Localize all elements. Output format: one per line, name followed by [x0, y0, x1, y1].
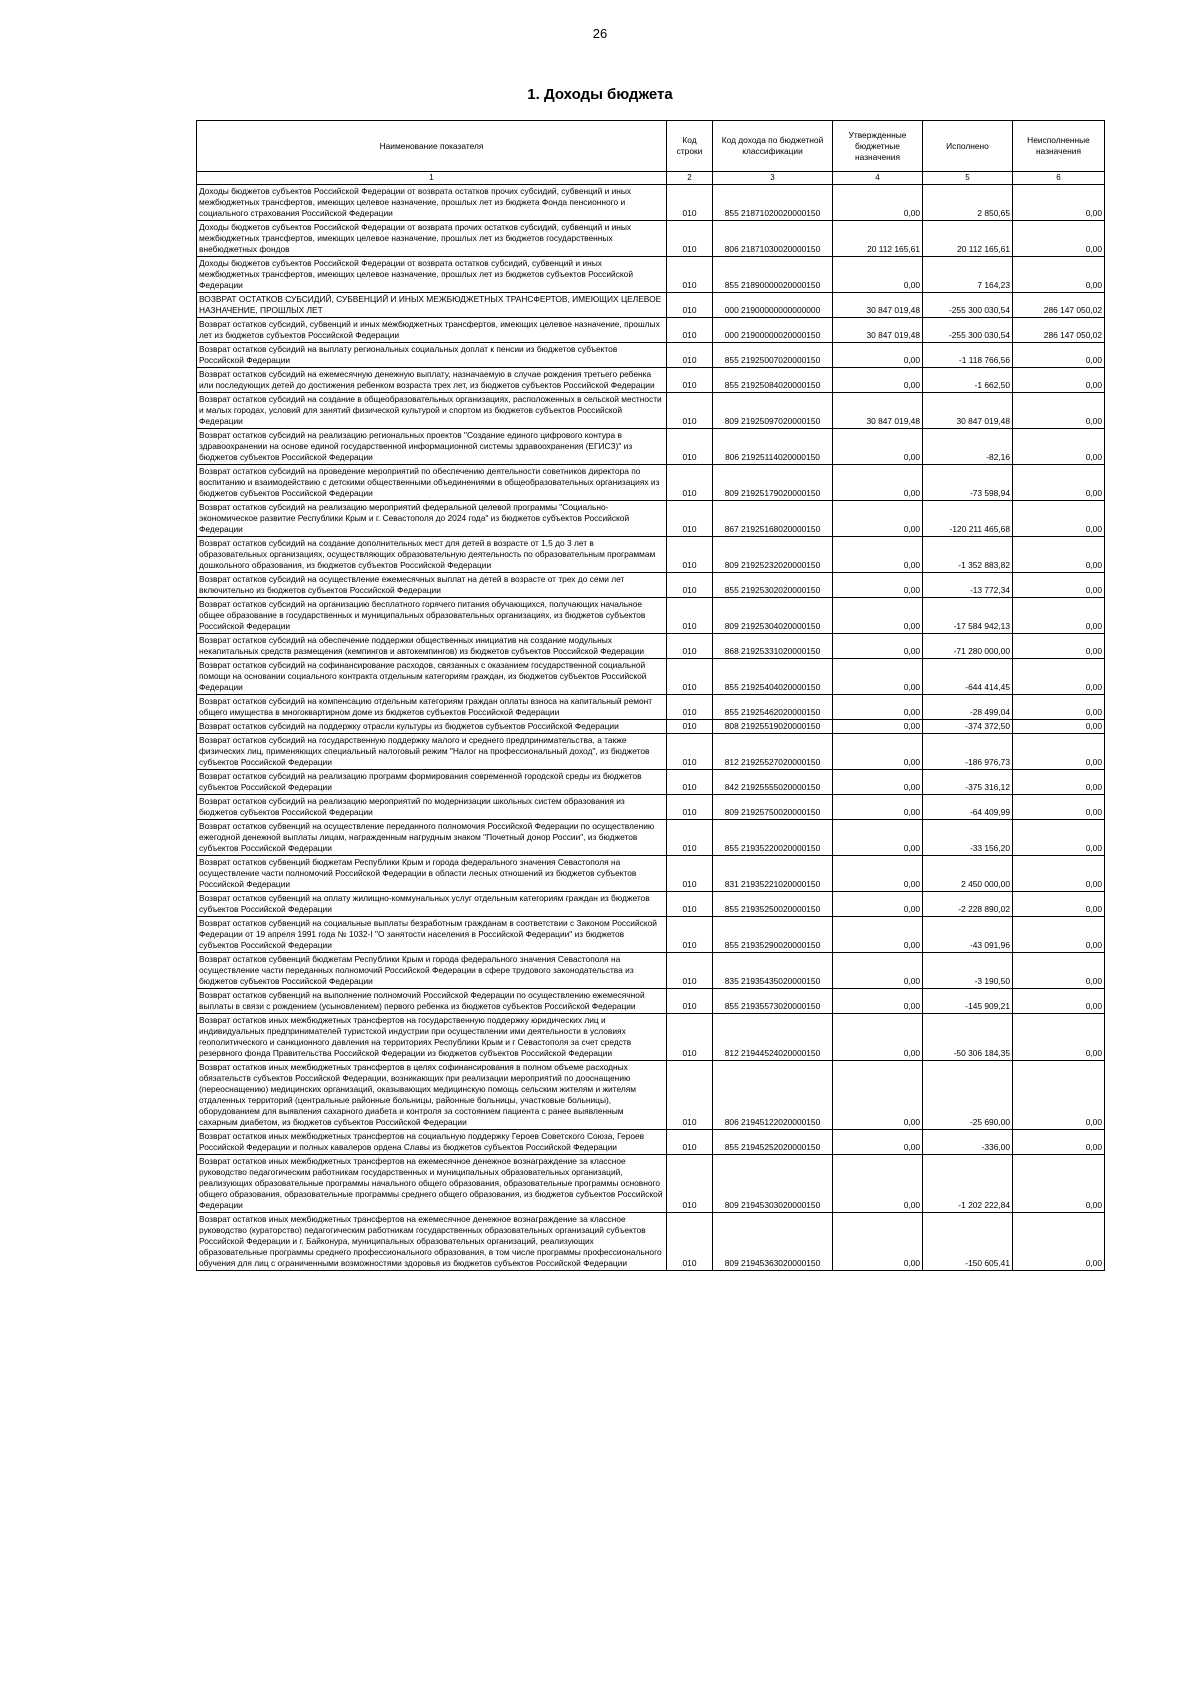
row-executed: -25 690,00 [923, 1061, 1013, 1130]
row-approved: 0,00 [833, 1155, 923, 1213]
row-approved: 0,00 [833, 1061, 923, 1130]
row-executed: -73 598,94 [923, 465, 1013, 501]
row-name: Возврат остатков субсидий на проведение мероприятий по обеспечению деятельности советников директора по воспитанию и взаимодействию с детскими общественными объединениями в общеобразовательных организациях из бюджетов субъектов Российской Федерации [197, 465, 667, 501]
table-row [197, 598, 1105, 634]
row-unexecuted: 0,00 [1013, 695, 1105, 720]
row-executed: -1 202 222,84 [923, 1155, 1013, 1213]
table-body [197, 185, 1105, 1271]
row-executed: -50 306 184,35 [923, 1014, 1013, 1061]
row-unexecuted: 0,00 [1013, 343, 1105, 368]
row-executed: -1 118 766,56 [923, 343, 1013, 368]
row-kbk: 809 21945303020000150 [713, 1155, 833, 1213]
row-kbk: 000 21900000020000150 [713, 318, 833, 343]
header-row [197, 121, 1105, 172]
row-code: 010 [667, 695, 713, 720]
row-executed: -71 280 000,00 [923, 634, 1013, 659]
table-row [197, 892, 1105, 917]
row-name: Доходы бюджетов субъектов Российской Федерации от возврата прочих остатков субсидий, субвенций и иных межбюджетных трансфертов, имеющих целевое назначение, прошлых лет из бюджетов государственных внебюджетных фондов [197, 221, 667, 257]
row-executed: -374 372,50 [923, 720, 1013, 734]
row-approved: 0,00 [833, 573, 923, 598]
row-unexecuted: 0,00 [1013, 720, 1105, 734]
row-unexecuted: 0,00 [1013, 953, 1105, 989]
row-code: 010 [667, 953, 713, 989]
row-executed: 2 450 000,00 [923, 856, 1013, 892]
row-code: 010 [667, 501, 713, 537]
row-approved: 0,00 [833, 795, 923, 820]
header-code: Код строки [667, 121, 713, 172]
row-code: 010 [667, 221, 713, 257]
row-approved: 0,00 [833, 892, 923, 917]
row-approved: 0,00 [833, 695, 923, 720]
row-kbk: 809 21925304020000150 [713, 598, 833, 634]
row-name: Возврат остатков субсидий на реализацию мероприятий федеральной целевой программы "Социально-экономическое развитие Республики Крым и г. Севастополя до 2024 года" из бюджетов субъектов Российской Федерации [197, 501, 667, 537]
row-code: 010 [667, 820, 713, 856]
row-approved: 0,00 [833, 720, 923, 734]
row-kbk: 855 21925462020000150 [713, 695, 833, 720]
row-approved: 0,00 [833, 465, 923, 501]
row-unexecuted: 0,00 [1013, 1155, 1105, 1213]
row-code: 010 [667, 318, 713, 343]
row-unexecuted: 0,00 [1013, 989, 1105, 1014]
row-name: Возврат остатков субсидий на создание дополнительных мест для детей в возрасте от 1,5 до 3 лет в образовательных организациях, осуществляющих образовательную деятельность по образовательным программам дошкольного образования, из бюджетов субъектов Российской Федерации [197, 537, 667, 573]
row-approved: 0,00 [833, 953, 923, 989]
row-executed: -33 156,20 [923, 820, 1013, 856]
row-approved: 0,00 [833, 1130, 923, 1155]
row-executed: -255 300 030,54 [923, 293, 1013, 318]
table-row [197, 734, 1105, 770]
row-name: Возврат остатков субсидий на выплату региональных социальных доплат к пенсии из бюджетов субъектов Российской Федерации [197, 343, 667, 368]
row-executed: -43 091,96 [923, 917, 1013, 953]
row-approved: 0,00 [833, 343, 923, 368]
row-approved: 20 112 165,61 [833, 221, 923, 257]
table-row [197, 770, 1105, 795]
row-executed: -150 605,41 [923, 1213, 1013, 1271]
table-row [197, 573, 1105, 598]
header-unexecuted: Неисполненные назначения [1013, 121, 1105, 172]
row-executed: -13 772,34 [923, 573, 1013, 598]
table-row [197, 1213, 1105, 1271]
row-approved: 0,00 [833, 537, 923, 573]
row-executed: 30 847 019,48 [923, 393, 1013, 429]
row-kbk: 809 21925097020000150 [713, 393, 833, 429]
row-name: Возврат остатков субсидий на государственную поддержку малого и среднего предпринимательства, а также физических лиц, применяющих специальный налоговый режим "Налог на профессиональный доход", из бюджетов субъектов Российской Федерации [197, 734, 667, 770]
row-name: Возврат остатков субвенций на социальные выплаты безработным гражданам в соответствии с Законом Российской Федерации от 19 апреля 1991 года № 1032-I "О занятости населения в Российской Федерации" из бюджетов субъектов Российской Федерации [197, 917, 667, 953]
row-unexecuted: 0,00 [1013, 393, 1105, 429]
row-code: 010 [667, 573, 713, 598]
row-executed: -82,16 [923, 429, 1013, 465]
row-code: 010 [667, 185, 713, 221]
row-kbk: 806 21871030020000150 [713, 221, 833, 257]
row-kbk: 855 21925007020000150 [713, 343, 833, 368]
table-row [197, 989, 1105, 1014]
row-name: Возврат остатков субсидий на ежемесячную денежную выплату, назначаемую в случае рождения третьего ребенка или последующих детей до достижения ребенком возраста трех лет, из бюджетов субъектов Российской Федерации [197, 368, 667, 393]
page-number: 26 [592, 26, 608, 41]
row-kbk: 831 21935221020000150 [713, 856, 833, 892]
table-row [197, 429, 1105, 465]
row-name: Возврат остатков иных межбюджетных трансфертов на ежемесячное денежное вознаграждение за классное руководство (кураторство) педагогическим работникам государственных образовательных организаций субъектов Российской Федерации и г. Байконура, муниципальных образовательных организаций, реализующих образовательные программы среднего профессионального образования, в том числе программы профессионального обучения для лиц с ограниченными возможностями здоровья из бюджетов субъектов Российской Федерации [197, 1213, 667, 1271]
row-code: 010 [667, 537, 713, 573]
row-kbk: 855 21935220020000150 [713, 820, 833, 856]
row-kbk: 812 21944524020000150 [713, 1014, 833, 1061]
row-code: 010 [667, 917, 713, 953]
row-name: Возврат остатков субвенций бюджетам Республики Крым и города федерального значения Севастополя на осуществление части полномочий Российской Федерации в области лесных отношений из бюджетов субъектов Российской Федерации [197, 856, 667, 892]
row-unexecuted: 0,00 [1013, 537, 1105, 573]
row-unexecuted: 0,00 [1013, 465, 1105, 501]
row-code: 010 [667, 429, 713, 465]
row-code: 010 [667, 1014, 713, 1061]
row-unexecuted: 0,00 [1013, 795, 1105, 820]
row-approved: 0,00 [833, 368, 923, 393]
row-kbk: 868 21925331020000150 [713, 634, 833, 659]
row-name: Доходы бюджетов субъектов Российской Федерации от возврата остатков прочих субсидий, субвенций и иных межбюджетных трансфертов, имеющих целевое назначение, прошлых лет из бюджета Фонда пенсионного и социального страхования Российской Федерации [197, 185, 667, 221]
row-unexecuted: 0,00 [1013, 368, 1105, 393]
row-unexecuted: 0,00 [1013, 1061, 1105, 1130]
row-approved: 0,00 [833, 989, 923, 1014]
row-unexecuted: 0,00 [1013, 634, 1105, 659]
row-approved: 0,00 [833, 429, 923, 465]
row-approved: 0,00 [833, 917, 923, 953]
table-row [197, 720, 1105, 734]
row-executed: -336,00 [923, 1130, 1013, 1155]
header-name: Наименование показателя [197, 121, 667, 172]
row-name: Возврат остатков субвенций на осуществление переданного полномочия Российской Федерации по осуществлению ежегодной денежной выплаты лицам, награжденным нагрудным знаком "Почетный донор России", из бюджетов субъектов Российской Федерации [197, 820, 667, 856]
row-kbk: 855 21935573020000150 [713, 989, 833, 1014]
row-unexecuted: 0,00 [1013, 573, 1105, 598]
row-executed: -120 211 465,68 [923, 501, 1013, 537]
row-code: 010 [667, 393, 713, 429]
row-kbk: 000 21900000000000000 [713, 293, 833, 318]
row-kbk: 855 21925404020000150 [713, 659, 833, 695]
row-executed: -1 352 883,82 [923, 537, 1013, 573]
row-kbk: 842 21925555020000150 [713, 770, 833, 795]
table-row [197, 695, 1105, 720]
row-name: Возврат остатков субсидий на организацию бесплатного горячего питания обучающихся, получающих начальное общее образование в государственных и муниципальных образовательных организациях, из бюджетов субъектов Российской Федерации [197, 598, 667, 634]
table-row [197, 856, 1105, 892]
row-code: 010 [667, 856, 713, 892]
row-unexecuted: 0,00 [1013, 770, 1105, 795]
row-executed: -145 909,21 [923, 989, 1013, 1014]
row-executed: -3 190,50 [923, 953, 1013, 989]
row-approved: 0,00 [833, 734, 923, 770]
row-name: Возврат остатков субвенций бюджетам Республики Крым и города федерального значения Севастополя на осуществление части переданных полномочий Российской Федерации в сфере трудового законодательства из бюджетов субъектов Российской Федерации [197, 953, 667, 989]
table-row [197, 1061, 1105, 1130]
table-row [197, 343, 1105, 368]
row-code: 010 [667, 598, 713, 634]
row-code: 010 [667, 293, 713, 318]
column-number: 2 [667, 172, 713, 185]
row-code: 010 [667, 465, 713, 501]
row-code: 010 [667, 892, 713, 917]
row-kbk: 867 21925168020000150 [713, 501, 833, 537]
row-name: Возврат остатков субвенций на выполнение полномочий Российской Федерации по осуществлению ежемесячной выплаты в связи с рождением (усыновлением) первого ребенка из бюджетов субъектов Российской Федерации [197, 989, 667, 1014]
row-approved: 30 847 019,48 [833, 393, 923, 429]
table-row [197, 293, 1105, 318]
row-kbk: 812 21925527020000150 [713, 734, 833, 770]
table-row [197, 953, 1105, 989]
row-unexecuted: 0,00 [1013, 659, 1105, 695]
row-unexecuted: 0,00 [1013, 1014, 1105, 1061]
table-row [197, 659, 1105, 695]
row-unexecuted: 0,00 [1013, 501, 1105, 537]
table-row [197, 465, 1105, 501]
row-approved: 0,00 [833, 634, 923, 659]
table-row [197, 1130, 1105, 1155]
row-code: 010 [667, 1061, 713, 1130]
row-approved: 0,00 [833, 856, 923, 892]
table-row [197, 1014, 1105, 1061]
row-unexecuted: 0,00 [1013, 856, 1105, 892]
row-approved: 0,00 [833, 1213, 923, 1271]
row-code: 010 [667, 343, 713, 368]
row-kbk: 855 21935290020000150 [713, 917, 833, 953]
row-unexecuted: 0,00 [1013, 820, 1105, 856]
row-name: Возврат остатков субсидий, субвенций и иных межбюджетных трансфертов, имеющих целевое назначение, прошлых лет из бюджетов субъектов Российской Федерации [197, 318, 667, 343]
row-executed: -28 499,04 [923, 695, 1013, 720]
row-approved: 0,00 [833, 257, 923, 293]
row-executed: -186 976,73 [923, 734, 1013, 770]
row-code: 010 [667, 1213, 713, 1271]
row-executed: -255 300 030,54 [923, 318, 1013, 343]
table-row [197, 634, 1105, 659]
row-name: Возврат остатков иных межбюджетных трансфертов на ежемесячное денежное вознаграждение за классное руководство педагогическим работникам государственных и муниципальных образовательных организаций, реализующих образовательные программы начального общего образования, образовательные программы основного общего образования, образовательные программы среднего общего образования, из бюджетов субъектов Российской Федерации [197, 1155, 667, 1213]
row-approved: 0,00 [833, 185, 923, 221]
row-name: Возврат остатков субсидий на осуществление ежемесячных выплат на детей в возрасте от трех до семи лет включительно из бюджетов субъектов Российской Федерации [197, 573, 667, 598]
row-unexecuted: 0,00 [1013, 892, 1105, 917]
row-kbk: 806 21925114020000150 [713, 429, 833, 465]
row-unexecuted: 0,00 [1013, 257, 1105, 293]
row-name: Возврат остатков субсидий на создание в общеобразовательных организациях, расположенных в сельской местности и малых городах, условий для занятий физической культурой и спортом из бюджетов субъектов Российской Федерации [197, 393, 667, 429]
row-kbk: 806 21945122020000150 [713, 1061, 833, 1130]
row-executed: 7 164,23 [923, 257, 1013, 293]
table-row [197, 257, 1105, 293]
column-number: 1 [197, 172, 667, 185]
row-approved: 30 847 019,48 [833, 318, 923, 343]
header-executed: Исполнено [923, 121, 1013, 172]
table-row [197, 393, 1105, 429]
row-executed: -64 409,99 [923, 795, 1013, 820]
row-kbk: 855 21925084020000150 [713, 368, 833, 393]
row-name: Доходы бюджетов субъектов Российской Федерации от возврата остатков субсидий, субвенций и иных межбюджетных трансфертов, имеющих целевое назначение, прошлых лет из бюджетов субъектов Российской Федерации [197, 257, 667, 293]
row-name: Возврат остатков субвенций на оплату жилищно-коммунальных услуг отдельным категориям граждан из бюджетов субъектов Российской Федерации [197, 892, 667, 917]
row-code: 010 [667, 659, 713, 695]
row-unexecuted: 0,00 [1013, 598, 1105, 634]
row-executed: -1 662,50 [923, 368, 1013, 393]
column-number: 4 [833, 172, 923, 185]
row-kbk: 809 21925232020000150 [713, 537, 833, 573]
row-executed: -375 316,12 [923, 770, 1013, 795]
row-code: 010 [667, 734, 713, 770]
row-name: Возврат остатков субсидий на реализацию мероприятий по модернизации школьных систем образования из бюджетов субъектов Российской Федерации [197, 795, 667, 820]
row-kbk: 855 21935250020000150 [713, 892, 833, 917]
row-name: Возврат остатков иных межбюджетных трансфертов в целях софинансирования в полном объеме расходных обязательств субъектов Российской Федерации, возникающих при реализации мероприятий по дооснащению (переоснащению) медицинских организаций, оказывающих медицинскую помощь сельским жителям и жителям отдаленных территорий (центральные районные больницы, районные больницы, участковые больницы), оборудованием для выявления сахарного диабета и контроля за состоянием пациента с ранее выявленным сахарным диабетом, из бюджетов субъектов Российской Федерации [197, 1061, 667, 1130]
row-approved: 0,00 [833, 820, 923, 856]
row-code: 010 [667, 257, 713, 293]
row-code: 010 [667, 634, 713, 659]
row-code: 010 [667, 770, 713, 795]
column-number: 6 [1013, 172, 1105, 185]
column-number: 3 [713, 172, 833, 185]
table-row [197, 185, 1105, 221]
table-row [197, 917, 1105, 953]
table-row [197, 820, 1105, 856]
table-row [197, 221, 1105, 257]
row-executed: 2 850,65 [923, 185, 1013, 221]
row-executed: -17 584 942,13 [923, 598, 1013, 634]
row-kbk: 808 21925519020000150 [713, 720, 833, 734]
row-unexecuted: 0,00 [1013, 1213, 1105, 1271]
table-row [197, 501, 1105, 537]
section-title: 1. Доходы бюджета [527, 86, 673, 103]
row-approved: 0,00 [833, 1014, 923, 1061]
row-code: 010 [667, 795, 713, 820]
row-kbk: 809 21945363020000150 [713, 1213, 833, 1271]
table-row [197, 368, 1105, 393]
row-name: Возврат остатков иных межбюджетных трансфертов на государственную поддержку юридических лиц и индивидуальных предпринимателей туристской индустрии при осуществлении ими деятельности в условиях геополитического и санкционного давления на территориях Республики Крым и г Севастополя за счет средств резервного фонда Правительства Российской Федерации из бюджетов субъектов Российской Федерации [197, 1014, 667, 1061]
column-number-row [197, 172, 1105, 185]
table-row [197, 318, 1105, 343]
header-kbk: Код дохода по бюджетной классификации [713, 121, 833, 172]
row-approved: 0,00 [833, 770, 923, 795]
table-row [197, 1155, 1105, 1213]
row-kbk: 855 21945252020000150 [713, 1130, 833, 1155]
row-name: Возврат остатков субсидий на софинансирование расходов, связанных с оказанием государственной социальной помощи на основании социального контракта отдельным категориям граждан, из бюджетов субъектов Российской Федерации [197, 659, 667, 695]
row-approved: 0,00 [833, 598, 923, 634]
column-number: 5 [923, 172, 1013, 185]
row-executed: 20 112 165,61 [923, 221, 1013, 257]
row-unexecuted: 0,00 [1013, 1130, 1105, 1155]
row-kbk: 855 21925302020000150 [713, 573, 833, 598]
row-code: 010 [667, 1130, 713, 1155]
row-kbk: 835 21935435020000150 [713, 953, 833, 989]
row-kbk: 855 21871020020000150 [713, 185, 833, 221]
row-unexecuted: 286 147 050,02 [1013, 318, 1105, 343]
row-executed: -2 228 890,02 [923, 892, 1013, 917]
row-name: Возврат остатков иных межбюджетных трансфертов на социальную поддержку Героев Советского Союза, Героев Российской Федерации и полных кавалеров ордена Славы из бюджетов субъектов Российской Федерации [197, 1130, 667, 1155]
row-code: 010 [667, 720, 713, 734]
table-row [197, 537, 1105, 573]
row-approved: 0,00 [833, 501, 923, 537]
header-approved: Утвержденные бюджетные назначения [833, 121, 923, 172]
row-unexecuted: 0,00 [1013, 429, 1105, 465]
row-name: Возврат остатков субсидий на реализацию программ формирования современной городской среды из бюджетов субъектов Российской Федерации [197, 770, 667, 795]
row-code: 010 [667, 1155, 713, 1213]
row-unexecuted: 0,00 [1013, 917, 1105, 953]
row-unexecuted: 0,00 [1013, 221, 1105, 257]
row-name: Возврат остатков субсидий на компенсацию отдельным категориям граждан оплаты взноса на капитальный ремонт общего имущества в многоквартирном доме из бюджетов субъектов Российской Федерации [197, 695, 667, 720]
row-code: 010 [667, 989, 713, 1014]
row-name: ВОЗВРАТ ОСТАТКОВ СУБСИДИЙ, СУБВЕНЦИЙ И ИНЫХ МЕЖБЮДЖЕТНЫХ ТРАНСФЕРТОВ, ИМЕЮЩИХ ЦЕЛЕВОЕ НАЗНАЧЕНИЕ, ПРОШЛЫХ ЛЕТ [197, 293, 667, 318]
row-unexecuted: 0,00 [1013, 185, 1105, 221]
row-kbk: 855 21890000020000150 [713, 257, 833, 293]
row-name: Возврат остатков субсидий на реализацию региональных проектов "Создание единого цифрового контура в здравоохранении на основе единой государственной информационной системы здравоохранения (ЕГИСЗ)" из бюджетов субъектов Российской Федерации [197, 429, 667, 465]
row-executed: -644 414,45 [923, 659, 1013, 695]
row-unexecuted: 286 147 050,02 [1013, 293, 1105, 318]
row-name: Возврат остатков субсидий на обеспечение поддержки общественных инициатив на создание модульных некапитальных средств размещения (кемпингов и автокемпингов) из бюджетов субъектов Российской Федерации [197, 634, 667, 659]
table-row [197, 795, 1105, 820]
row-approved: 0,00 [833, 659, 923, 695]
row-kbk: 809 21925179020000150 [713, 465, 833, 501]
row-kbk: 809 21925750020000150 [713, 795, 833, 820]
row-approved: 30 847 019,48 [833, 293, 923, 318]
row-name: Возврат остатков субсидий на поддержку отрасли культуры из бюджетов субъектов Российской Федерации [197, 720, 667, 734]
revenue-table [196, 120, 1105, 1271]
row-code: 010 [667, 368, 713, 393]
row-unexecuted: 0,00 [1013, 734, 1105, 770]
